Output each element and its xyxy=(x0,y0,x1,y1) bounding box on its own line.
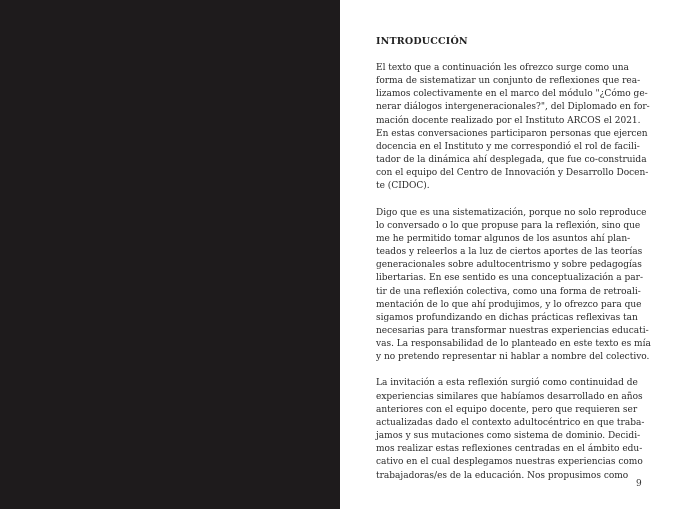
text-line: La invitación a esta reflexión surgió como continuidad de xyxy=(376,378,638,389)
text-line: mentación de lo que ahí produjimos, y lo ofrezco para que xyxy=(376,299,642,310)
text-line: tador de la dinámica ahí desplegada, que fue co-construida xyxy=(376,155,647,166)
text-line: necesarias para transformar nuestras experiencias educati- xyxy=(376,325,649,336)
text-line: docencia en el Instituto y me correspondió el rol de facili- xyxy=(376,141,640,152)
text-line: jamos y sus mutaciones como sistema de dominio. Decidi- xyxy=(376,431,641,442)
text-line: y no pretendo representar ni hablar a nombre del colectivo. xyxy=(376,352,650,363)
page-number: 9 xyxy=(636,479,642,489)
text-line: trabajadoras/es de la educación. Nos propusimos como xyxy=(376,470,629,481)
text-line: vas. La responsabilidad de lo planteado en este texto es mía xyxy=(376,339,651,350)
text-line: experiencias similares que habíamos desarrollado en años xyxy=(376,391,643,402)
text-line: mación docente realizado por el Instituto ARCOS el 2021. xyxy=(376,115,641,126)
paragraph-3 xyxy=(376,377,645,482)
paragraph-2 xyxy=(376,207,651,365)
text-line: sigamos profundizando en dichas prácticas reflexivas tan xyxy=(376,312,638,323)
text-line: actualizadas dado el contexto adultocéntrico en que traba- xyxy=(376,417,645,428)
text-line: generacionales sobre adultocentrismo y sobre pedagogías xyxy=(376,260,642,271)
text-line: forma de sistematizar un conjunto de reflexiones que rea- xyxy=(376,76,641,87)
text-line: anteriores con el equipo docente, pero que requieren ser xyxy=(376,404,638,415)
paragraph-1 xyxy=(376,62,650,194)
text-line: cativo en el cual desplegamos nuestras experiencias como xyxy=(376,457,643,468)
text-line: con el equipo del Centro de Innovación y Desarrollo Docen- xyxy=(376,168,649,179)
text-line: te (CIDOC). xyxy=(376,181,430,192)
text-line: lizamos colectivamente en el marco del módulo "¿Cómo ge- xyxy=(376,89,648,100)
text-line: lo conversado o lo que propuse para la reflexión, sino que xyxy=(376,220,641,231)
section-heading: INTRODUCCIÓN xyxy=(376,36,468,47)
text-line: me he permitido tomar algunos de los asuntos ahí plan- xyxy=(376,233,631,244)
text-line: Digo que es una sistematización, porque no solo reproduce xyxy=(376,207,647,218)
text-line: teados y releerlos a la luz de ciertos aportes de las teorías xyxy=(376,247,643,258)
text-line: tir de una reflexión colectiva, como una forma de retroali- xyxy=(376,286,641,297)
text-line: nerar diálogos intergeneracionales?", del Diplomado en for- xyxy=(376,102,650,113)
text-line: mos realizar estas reflexiones centradas en el ámbito edu- xyxy=(376,444,643,455)
body-text xyxy=(376,62,651,496)
text-line: libertarias. En ese sentido es una conceptualización a par- xyxy=(376,273,643,284)
text-line: El texto que a continuación les ofrezco surge como una xyxy=(376,63,629,73)
text-line: En estas conversaciones participaron personas que ejercen xyxy=(376,128,648,139)
